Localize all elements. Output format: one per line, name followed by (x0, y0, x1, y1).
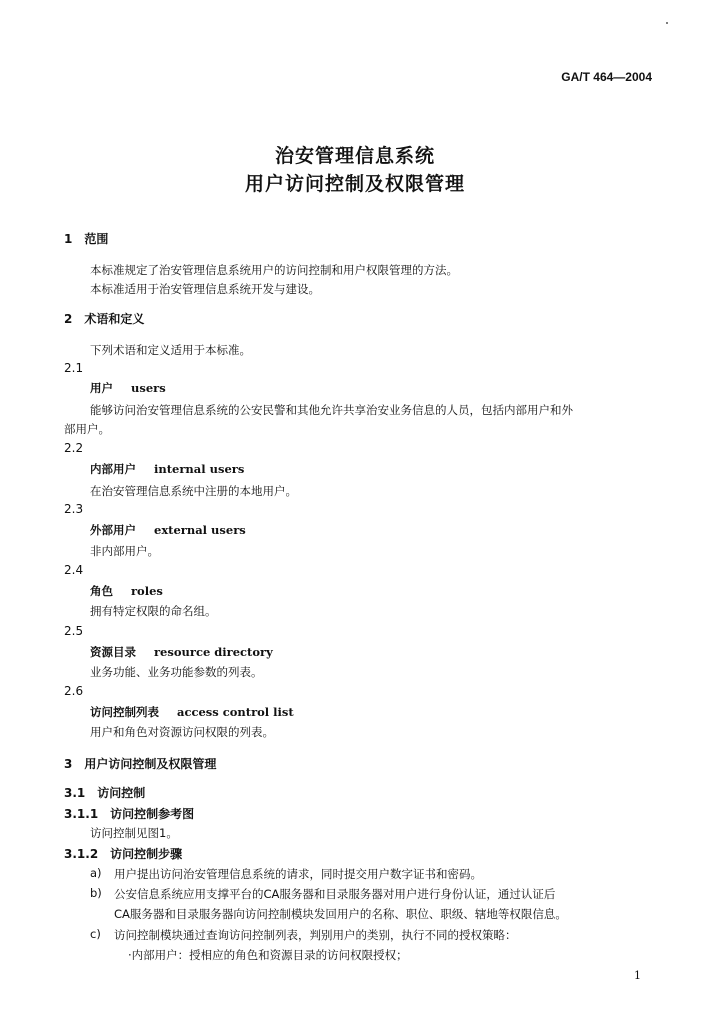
list-item-mark: b) (90, 886, 102, 900)
section-3-heading: 3 用户访问控制及权限管理 (64, 757, 217, 771)
term-definition: 非内部用户。 (90, 544, 159, 558)
term-en: resource directory (154, 645, 273, 659)
term-zh: 外部用户 (90, 523, 136, 537)
section-2-heading: 2 术语和定义 (64, 312, 145, 326)
section-3-1-1-heading: 3.1.1 访问控制参考图 (64, 807, 195, 821)
title-line-1: 治安管理信息系统 (274, 145, 435, 167)
term-zh: 访问控制列表 (90, 705, 159, 719)
term-definition: 拥有特定权限的命名组。 (90, 604, 217, 618)
list-item-text: 用户提出访问治安管理信息系统的请求，同时提交用户数字证书和密码。 (114, 867, 482, 881)
term-definition-cont: 部用户。 (64, 422, 110, 436)
standard-number: GA/T 464—2004 (561, 70, 652, 84)
list-item-mark: a) (90, 866, 102, 880)
term-heading (90, 583, 163, 599)
term-zh: 用户 (90, 381, 113, 395)
term-definition: 在治安管理信息系统中注册的本地用户。 (90, 484, 297, 498)
list-item-text: 公安信息系统应用支撑平台的CA服务器和目录服务器对用户进行身份认证，通过认证后 (114, 887, 556, 901)
term-number: 2.1 (64, 361, 84, 375)
section-1-para-2: 本标准适用于治安管理信息系统开发与建设。 (90, 282, 320, 296)
term-heading (90, 704, 294, 720)
term-en: external users (154, 523, 246, 537)
term-definition: 业务功能、业务功能参数的列表。 (90, 665, 263, 679)
title-line-2: 用户访问控制及权限管理 (244, 173, 465, 195)
page-number: 1 (634, 969, 641, 982)
term-number: 2.3 (64, 502, 84, 516)
term-zh: 内部用户 (90, 462, 136, 476)
list-item-text-cont: CA服务器和目录服务器向访问控制模块发回用户的名称、职位、职级、辖地等权限信息。 (114, 907, 567, 921)
list-item-mark: c) (90, 927, 101, 941)
section-1-para-1: 本标准规定了治安管理信息系统用户的访问控制和用户权限管理的方法。 (90, 263, 458, 277)
scan-speck (666, 22, 668, 24)
term-heading (90, 380, 166, 396)
term-heading (90, 644, 273, 660)
term-zh: 角色 (90, 584, 113, 598)
list-item-text: 访问控制模块通过查询访问控制列表，判别用户的类别，执行不同的授权策略： (114, 928, 517, 942)
list-item-sub-text: ·内部用户：授相应的角色和资源目录的访问权限授权； (128, 948, 408, 962)
term-en: roles (131, 584, 163, 598)
term-definition: 用户和角色对资源访问权限的列表。 (90, 725, 274, 739)
term-zh: 资源目录 (90, 645, 136, 659)
term-heading (90, 461, 244, 477)
section-3-1-heading: 3.1 访问控制 (64, 786, 146, 800)
section-2-intro: 下列术语和定义适用于本标准。 (90, 343, 251, 357)
term-en: users (131, 381, 166, 395)
term-en: access control list (177, 705, 294, 719)
term-definition: 能够访问治安管理信息系统的公安民警和其他允许共享治安业务信息的人员，包括内部用户和外 (90, 403, 573, 417)
term-number: 2.2 (64, 441, 84, 455)
term-number: 2.6 (64, 684, 84, 698)
term-heading (90, 522, 246, 538)
section-3-1-1-text: 访问控制见图1。 (90, 826, 178, 840)
section-1-heading: 1 范围 (64, 232, 109, 246)
section-3-1-2-heading: 3.1.2 访问控制步骤 (64, 847, 183, 861)
term-number: 2.4 (64, 563, 84, 577)
term-number: 2.5 (64, 624, 84, 638)
term-en: internal users (154, 462, 245, 476)
